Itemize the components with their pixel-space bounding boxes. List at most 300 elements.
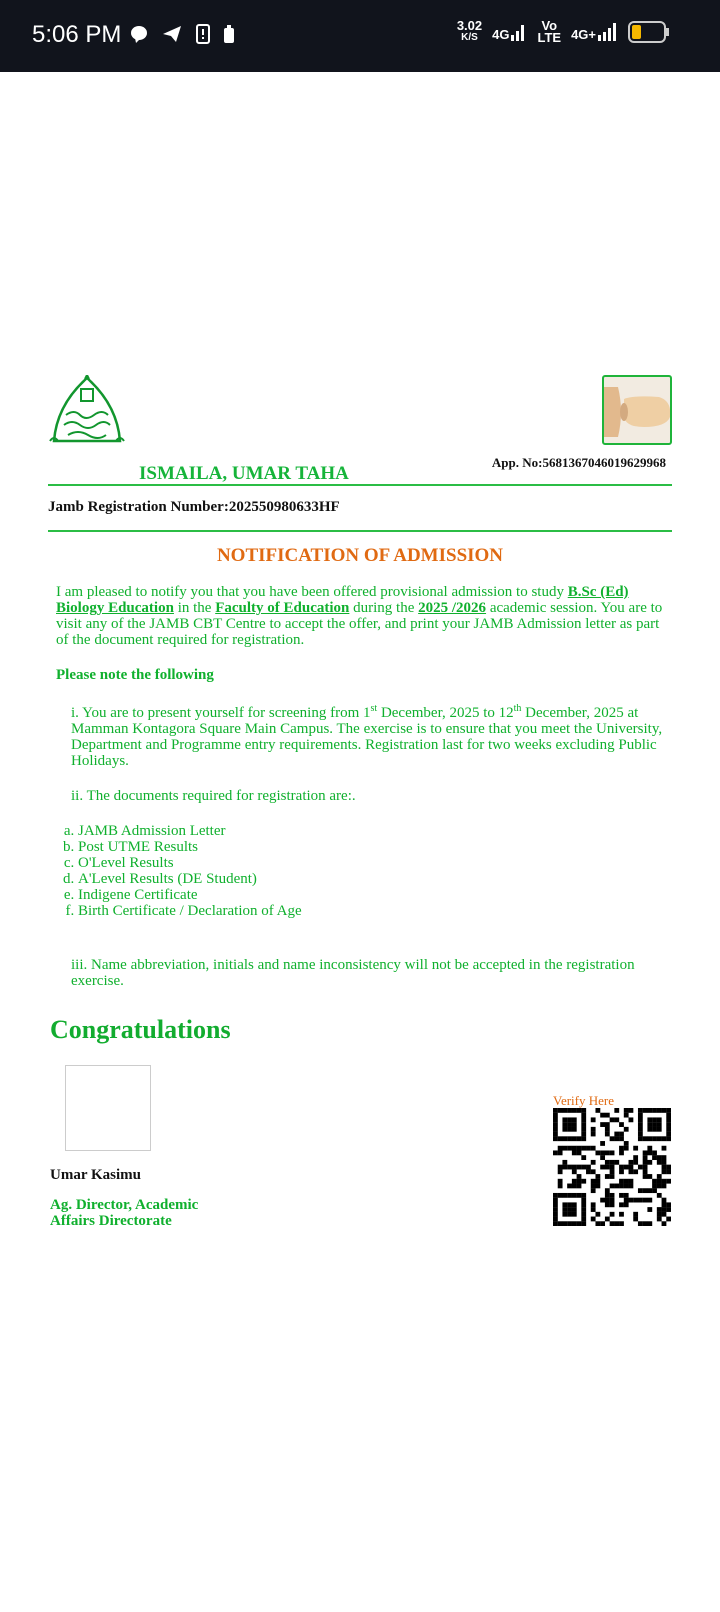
qr-module <box>657 1136 662 1141</box>
programme-name: B.Sc (Ed) Biology Education <box>56 584 629 616</box>
qr-module <box>600 1150 605 1155</box>
note-item-i: i. You are to present yourself for screening from 1st December, 2025 to 12th December, 2025 at Mamman Kontagora Square Main Campus. The exercise is to ensure that you meet the University, Department and Programme entry requirements. Registration last for two weeks excluding Public Holidays. <box>71 703 663 769</box>
qr-module <box>657 1212 662 1217</box>
note-heading: Please note the following <box>56 667 214 683</box>
qr-module <box>605 1132 610 1137</box>
qr-module <box>610 1150 615 1155</box>
qr-module <box>643 1169 648 1174</box>
qr-module <box>666 1113 671 1118</box>
qr-module <box>591 1117 596 1122</box>
qr-module <box>577 1136 582 1141</box>
qr-module <box>600 1122 605 1127</box>
qr-module <box>666 1122 671 1127</box>
qr-module <box>619 1212 624 1217</box>
qr-module <box>643 1188 648 1193</box>
qr-module <box>605 1122 610 1127</box>
qr-module <box>662 1160 667 1165</box>
qr-module <box>610 1184 615 1189</box>
qr-module <box>605 1165 610 1170</box>
qr-module <box>562 1212 567 1217</box>
qr-module <box>572 1122 577 1127</box>
qr-module <box>553 1113 558 1118</box>
qr-module <box>595 1150 600 1155</box>
qr-module <box>638 1136 643 1141</box>
qr-module <box>600 1198 605 1203</box>
qr-module <box>553 1202 558 1207</box>
qr-module <box>614 1132 619 1137</box>
qr-module <box>619 1184 624 1189</box>
signatory-role: Ag. Director, Academic Affairs Directorate <box>50 1197 199 1229</box>
candidate-photo <box>602 375 672 445</box>
qr-module <box>666 1169 671 1174</box>
qr-module <box>657 1184 662 1189</box>
qr-module <box>595 1179 600 1184</box>
jamb-registration-number: Jamb Registration Number:202550980633HF <box>48 499 340 515</box>
qr-module <box>572 1202 577 1207</box>
qr-module <box>558 1221 563 1226</box>
qr-module <box>610 1160 615 1165</box>
qr-module <box>562 1193 567 1198</box>
qr-module <box>629 1165 634 1170</box>
qr-module <box>610 1169 615 1174</box>
chat-bubble-icon <box>130 25 148 43</box>
qr-module <box>629 1169 634 1174</box>
qr-module <box>652 1117 657 1122</box>
qr-module <box>624 1165 629 1170</box>
qr-module <box>633 1160 638 1165</box>
qr-module <box>605 1202 610 1207</box>
qr-module <box>643 1174 648 1179</box>
qr-module <box>562 1207 567 1212</box>
qr-module <box>652 1150 657 1155</box>
qr-module <box>572 1150 577 1155</box>
document-item: b. Post UTME Results <box>78 839 668 855</box>
qr-module <box>657 1179 662 1184</box>
qr-module <box>558 1108 563 1113</box>
qr-module <box>614 1136 619 1141</box>
qr-module <box>666 1108 671 1113</box>
qr-module <box>629 1160 634 1165</box>
qr-module <box>553 1108 558 1113</box>
qr-module <box>567 1207 572 1212</box>
document-item: e. Indigene Certificate <box>78 887 668 903</box>
qr-module <box>567 1221 572 1226</box>
qr-module <box>619 1221 624 1226</box>
qr-module <box>633 1146 638 1151</box>
qr-module <box>577 1179 582 1184</box>
volte-icon: Vo LTE <box>537 18 562 45</box>
qr-module <box>643 1136 648 1141</box>
document-item: c. O'Level Results <box>78 855 668 871</box>
qr-module <box>572 1184 577 1189</box>
qr-module <box>647 1136 652 1141</box>
signatory-name: Umar Kasimu <box>50 1167 141 1183</box>
qr-module <box>647 1207 652 1212</box>
qr-module <box>562 1221 567 1226</box>
note-item-ii: ii. The documents required for registration are:. <box>71 788 356 804</box>
qr-module <box>652 1136 657 1141</box>
qr-module <box>643 1160 648 1165</box>
qr-module <box>610 1136 615 1141</box>
qr-module <box>652 1108 657 1113</box>
qr-module <box>662 1179 667 1184</box>
qr-module <box>562 1136 567 1141</box>
note-item-iii: iii. Name abbreviation, initials and name inconsistency will not be accepted in the registration exercise. <box>71 957 635 989</box>
qr-module <box>666 1165 671 1170</box>
qr-module <box>567 1212 572 1217</box>
qr-module <box>662 1146 667 1151</box>
qr-module <box>638 1113 643 1118</box>
qr-module <box>567 1127 572 1132</box>
qr-module <box>619 1165 624 1170</box>
qr-module <box>595 1221 600 1226</box>
qr-module <box>581 1165 586 1170</box>
session: 2025 /2026 <box>418 600 487 616</box>
qr-module <box>605 1113 610 1118</box>
qr-module <box>666 1136 671 1141</box>
qr-module <box>572 1108 577 1113</box>
qr-module <box>553 1217 558 1222</box>
qr-module <box>558 1165 563 1170</box>
qr-module <box>624 1193 629 1198</box>
signal-4gplus-icon: 4G+ <box>571 23 618 41</box>
qr-module <box>562 1165 567 1170</box>
qr-module <box>647 1117 652 1122</box>
qr-module <box>647 1127 652 1132</box>
qr-module <box>572 1169 577 1174</box>
qr-module <box>610 1198 615 1203</box>
qr-module <box>647 1160 652 1165</box>
qr-module <box>553 1198 558 1203</box>
qr-module <box>614 1221 619 1226</box>
qr-module <box>610 1193 615 1198</box>
qr-module <box>572 1207 577 1212</box>
qr-module <box>605 1193 610 1198</box>
qr-module <box>657 1217 662 1222</box>
qr-module <box>652 1179 657 1184</box>
qr-module <box>610 1165 615 1170</box>
qr-module <box>619 1193 624 1198</box>
qr-module <box>619 1136 624 1141</box>
qr-module <box>647 1150 652 1155</box>
qr-module <box>553 1193 558 1198</box>
qr-module <box>553 1132 558 1137</box>
qr-module <box>610 1117 615 1122</box>
qr-module <box>647 1221 652 1226</box>
qr-module <box>572 1212 577 1217</box>
qr-module <box>662 1184 667 1189</box>
qr-module <box>581 1193 586 1198</box>
documents-list <box>56 823 668 919</box>
qr-module <box>558 1179 563 1184</box>
qr-module <box>553 1212 558 1217</box>
qr-module <box>614 1117 619 1122</box>
qr-module <box>605 1174 610 1179</box>
qr-module <box>577 1165 582 1170</box>
qr-module <box>610 1221 615 1226</box>
qr-module <box>614 1184 619 1189</box>
qr-module <box>586 1146 591 1151</box>
qr-module <box>591 1184 596 1189</box>
qr-module <box>577 1146 582 1151</box>
qr-module <box>605 1160 610 1165</box>
qr-module <box>643 1155 648 1160</box>
qr-module <box>638 1132 643 1137</box>
qr-module <box>666 1202 671 1207</box>
qr-module <box>572 1179 577 1184</box>
qr-module <box>610 1174 615 1179</box>
qr-module <box>572 1165 577 1170</box>
qr-module <box>666 1117 671 1122</box>
qr-module <box>652 1127 657 1132</box>
network-speed: 3.02 K/S <box>456 18 483 43</box>
letter-body <box>56 584 668 989</box>
qr-module <box>662 1165 667 1170</box>
qr-module <box>553 1150 558 1155</box>
qr-module <box>638 1221 643 1226</box>
qr-module <box>662 1108 667 1113</box>
qr-module <box>581 1127 586 1132</box>
qr-module <box>572 1117 577 1122</box>
qr-module <box>600 1155 605 1160</box>
qr-module <box>638 1198 643 1203</box>
qr-module <box>619 1146 624 1151</box>
qr-module <box>567 1108 572 1113</box>
qr-module <box>581 1132 586 1137</box>
qr-module <box>567 1193 572 1198</box>
qr-module <box>652 1188 657 1193</box>
qr-module <box>591 1207 596 1212</box>
qr-module <box>558 1184 563 1189</box>
qr-module <box>619 1122 624 1127</box>
qr-module <box>553 1122 558 1127</box>
qr-module <box>657 1193 662 1198</box>
qr-module <box>662 1202 667 1207</box>
qr-module <box>657 1122 662 1127</box>
document-item: a. JAMB Admission Letter <box>78 823 668 839</box>
qr-module <box>591 1169 596 1174</box>
qr-module <box>662 1207 667 1212</box>
qr-module <box>600 1141 605 1146</box>
qr-module <box>567 1184 572 1189</box>
qr-module <box>572 1127 577 1132</box>
qr-module <box>572 1193 577 1198</box>
qr-module <box>562 1127 567 1132</box>
qr-module <box>652 1184 657 1189</box>
qr-module <box>647 1122 652 1127</box>
qr-module <box>567 1122 572 1127</box>
telegram-icon <box>162 25 182 43</box>
qr-module <box>567 1202 572 1207</box>
document-item: d. A'Level Results (DE Student) <box>78 871 668 887</box>
qr-module <box>643 1108 648 1113</box>
qr-module <box>643 1198 648 1203</box>
qr-module <box>562 1202 567 1207</box>
qr-module <box>624 1127 629 1132</box>
qr-module <box>562 1122 567 1127</box>
qr-module <box>643 1221 648 1226</box>
qr-module <box>657 1127 662 1132</box>
qr-module <box>558 1169 563 1174</box>
qr-module <box>657 1160 662 1165</box>
qr-module <box>577 1221 582 1226</box>
qr-module <box>657 1108 662 1113</box>
qr-module <box>595 1108 600 1113</box>
qr-module <box>647 1108 652 1113</box>
qr-module <box>633 1169 638 1174</box>
qr-module <box>638 1188 643 1193</box>
qr-module <box>562 1108 567 1113</box>
qr-module <box>624 1202 629 1207</box>
qr-module <box>605 1198 610 1203</box>
qr-module <box>581 1212 586 1217</box>
verify-label: Verify Here <box>553 1093 614 1108</box>
qr-module <box>581 1108 586 1113</box>
qr-module <box>558 1193 563 1198</box>
qr-module <box>610 1212 615 1217</box>
qr-module <box>633 1212 638 1217</box>
qr-module <box>577 1150 582 1155</box>
divider <box>48 530 672 532</box>
qr-module <box>567 1165 572 1170</box>
qr-module <box>662 1221 667 1226</box>
qr-module <box>624 1179 629 1184</box>
qr-module <box>567 1117 572 1122</box>
qr-module <box>600 1221 605 1226</box>
qr-module <box>638 1165 643 1170</box>
qr-module <box>581 1198 586 1203</box>
qr-module <box>619 1169 624 1174</box>
qr-module <box>605 1188 610 1193</box>
qr-module <box>591 1132 596 1137</box>
qr-module <box>553 1127 558 1132</box>
qr-module <box>591 1217 596 1222</box>
qr-module <box>581 1179 586 1184</box>
document-item: f. Birth Certificate / Declaration of Age <box>78 903 668 919</box>
qr-module <box>581 1207 586 1212</box>
qr-module <box>558 1136 563 1141</box>
qr-module <box>572 1136 577 1141</box>
status-bar <box>0 0 720 72</box>
qr-module <box>553 1117 558 1122</box>
qr-module <box>662 1198 667 1203</box>
qr-module <box>624 1184 629 1189</box>
qr-module <box>629 1108 634 1113</box>
qr-module <box>581 1155 586 1160</box>
qr-module <box>600 1113 605 1118</box>
qr-module <box>629 1179 634 1184</box>
qr-module <box>581 1221 586 1226</box>
qr-module <box>591 1179 596 1184</box>
qr-module <box>610 1202 615 1207</box>
qr-module <box>591 1188 596 1193</box>
qr-module <box>666 1179 671 1184</box>
qr-module <box>647 1198 652 1203</box>
qr-module <box>591 1127 596 1132</box>
qr-module <box>647 1146 652 1151</box>
qr-module <box>624 1108 629 1113</box>
qr-module <box>581 1113 586 1118</box>
qr-module <box>553 1221 558 1226</box>
qr-module <box>567 1146 572 1151</box>
qr-module <box>581 1146 586 1151</box>
qr-module <box>657 1207 662 1212</box>
divider <box>48 484 672 486</box>
candidate-name: ISMAILA, UMAR TAHA <box>139 463 349 484</box>
qr-module <box>614 1160 619 1165</box>
qr-module <box>657 1174 662 1179</box>
qr-module <box>662 1169 667 1174</box>
qr-module <box>619 1132 624 1137</box>
qr-module <box>666 1132 671 1137</box>
qr-module <box>624 1146 629 1151</box>
qr-module <box>586 1169 591 1174</box>
qr-module <box>562 1146 567 1151</box>
qr-module <box>605 1150 610 1155</box>
qr-module <box>629 1184 634 1189</box>
verification-qr-code[interactable] <box>553 1108 671 1226</box>
qr-module <box>652 1122 657 1127</box>
qr-module <box>629 1198 634 1203</box>
qr-module <box>562 1160 567 1165</box>
qr-module <box>666 1217 671 1222</box>
qr-module <box>581 1122 586 1127</box>
university-logo <box>48 375 126 447</box>
qr-module <box>595 1184 600 1189</box>
qr-module <box>581 1202 586 1207</box>
qr-module <box>624 1113 629 1118</box>
qr-module <box>562 1117 567 1122</box>
qr-module <box>572 1146 577 1151</box>
qr-module <box>638 1117 643 1122</box>
qr-module <box>577 1174 582 1179</box>
qr-module <box>629 1117 634 1122</box>
qr-module <box>577 1184 582 1189</box>
qr-module <box>662 1136 667 1141</box>
battery-icon <box>628 21 670 43</box>
qr-module <box>666 1127 671 1132</box>
qr-module <box>591 1160 596 1165</box>
qr-module <box>643 1165 648 1170</box>
qr-module <box>647 1188 652 1193</box>
status-time: 5:06 PM <box>32 21 122 48</box>
qr-module <box>666 1207 671 1212</box>
qr-module <box>558 1146 563 1151</box>
qr-module <box>643 1150 648 1155</box>
qr-module <box>633 1155 638 1160</box>
qr-module <box>581 1217 586 1222</box>
qr-module <box>633 1217 638 1222</box>
qr-module <box>614 1108 619 1113</box>
qr-module <box>662 1212 667 1217</box>
signature-image-broken <box>65 1065 151 1151</box>
congratulations-heading: Congratulations <box>50 1015 231 1044</box>
qr-module <box>567 1136 572 1141</box>
qr-module <box>605 1127 610 1132</box>
qr-module <box>577 1108 582 1113</box>
intro-paragraph: I am pleased to notify you that you have been offered provisional admission to study B.Sc (Ed) Biology Education in the Faculty of Education during the 2025 /2026 academic session. You are to visit any of the JAMB CBT Centre to accept the offer, and print your JAMB Admission letter as part of the document required for registration. <box>56 584 663 648</box>
qr-module <box>595 1212 600 1217</box>
qr-module <box>638 1122 643 1127</box>
signal-4g-icon: 4G <box>492 23 527 41</box>
qr-module <box>619 1202 624 1207</box>
qr-module <box>558 1150 563 1155</box>
qr-module <box>662 1155 667 1160</box>
qr-module <box>581 1117 586 1122</box>
qr-module <box>657 1117 662 1122</box>
qr-module <box>553 1207 558 1212</box>
qr-module <box>572 1221 577 1226</box>
